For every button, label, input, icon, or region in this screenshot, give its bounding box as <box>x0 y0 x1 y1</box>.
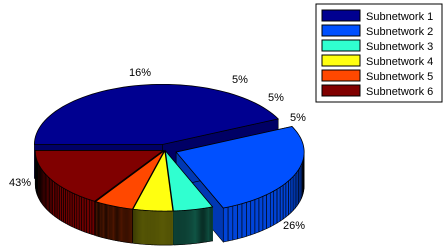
percent-label-4: 5% <box>268 92 284 104</box>
slice-6-side <box>89 200 92 235</box>
slice-2-side <box>233 205 238 240</box>
pie-slices <box>34 84 304 245</box>
slice-4-side <box>172 211 173 245</box>
legend-swatch-3 <box>322 40 360 51</box>
slice-2-side <box>267 193 271 229</box>
percent-label-1: 43% <box>8 177 32 189</box>
slice-2-side <box>289 179 291 215</box>
legend-label-2: Subnetwork 2 <box>366 26 434 38</box>
percent-label-3: 5% <box>290 112 306 124</box>
slice-2-side <box>255 198 259 234</box>
slice-2-side <box>259 196 263 232</box>
slice-2-side <box>280 185 283 221</box>
slice-2-side <box>228 206 233 241</box>
slice-2-side <box>283 183 286 219</box>
slice-6-side <box>82 197 85 232</box>
slice-2-side <box>246 201 250 236</box>
legend-label-3: Subnetwork 3 <box>366 41 434 53</box>
slice-2-side <box>223 207 228 242</box>
slice-2-side <box>293 174 295 210</box>
slice-2-side <box>270 191 273 227</box>
slice-6-side <box>74 194 76 229</box>
legend-label-6: Subnetwork 6 <box>366 86 434 98</box>
slice-6-side <box>84 198 87 233</box>
slice-2-side <box>251 199 255 234</box>
legend-swatch-5 <box>322 70 360 81</box>
slice-6-side <box>68 191 70 226</box>
slice-6-side <box>72 193 74 228</box>
slice-3-side <box>212 207 213 241</box>
slice-2-side <box>242 202 246 237</box>
slice-6-side <box>66 189 68 224</box>
legend-swatch-4 <box>322 55 360 66</box>
percent-label-6: 16% <box>128 67 152 79</box>
percent-label-5: 5% <box>232 74 248 86</box>
legend-swatch-1 <box>322 10 360 21</box>
slice-6-side <box>87 199 90 234</box>
slice-2-side <box>263 195 267 231</box>
slice-2-side <box>274 189 277 225</box>
slice-2-side <box>277 187 280 223</box>
legend-label-5: Subnetwork 5 <box>366 71 434 83</box>
slice-2-side <box>291 176 293 212</box>
slice-6-side <box>70 192 72 227</box>
legend-label-4: Subnetwork 4 <box>366 56 434 68</box>
legend-label-1: Subnetwork 1 <box>366 11 434 23</box>
slice-6-side <box>77 195 79 230</box>
slice-2-side <box>237 204 242 239</box>
slice-6-side <box>64 188 66 223</box>
legend <box>316 4 442 102</box>
percent-label-2: 26% <box>282 220 306 232</box>
slice-5-side <box>131 209 132 243</box>
legend-swatch-6 <box>322 85 360 96</box>
slice-6-side <box>92 200 95 235</box>
legend-swatch-2 <box>322 25 360 36</box>
slice-2-side <box>286 181 289 217</box>
slice-6-side <box>79 196 81 231</box>
